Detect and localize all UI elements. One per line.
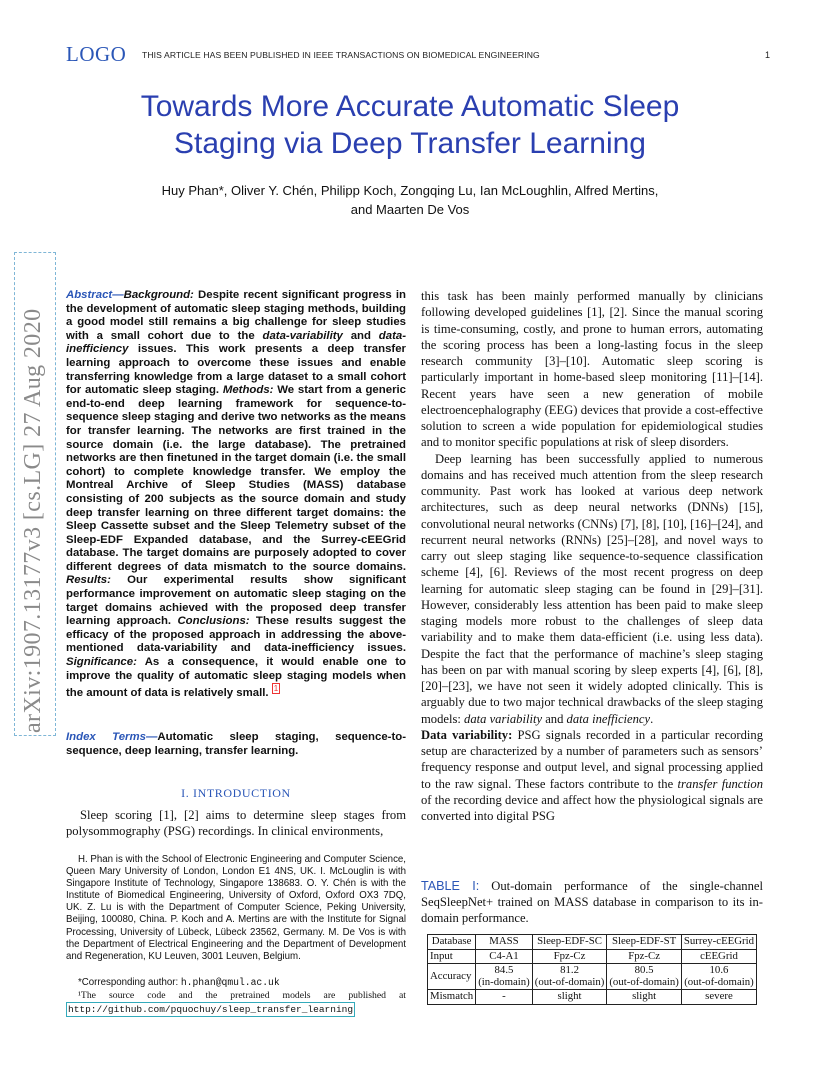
- results-text: Our experimental results show significant performance improvement on automatic sleep staging on the target domains achieved with the proposed deep transfer learning approach.: [66, 574, 406, 628]
- corresponding-label: *Corresponding author:: [78, 977, 181, 988]
- table-caption-text: Out-domain performance of the single-channel SeqSleepNet+ trained on MASS database in comparison to its in-domain performance.: [421, 879, 763, 925]
- table-header-cell: Surrey-cEEGrid: [681, 935, 756, 950]
- table-row-accuracy: [428, 964, 757, 990]
- authors-line-2: and Maarten De Vos: [350, 202, 470, 217]
- table-cell: [532, 964, 607, 990]
- table-row-label: Accuracy: [428, 964, 476, 990]
- section-heading: I. INTRODUCTION: [181, 786, 291, 800]
- background-label: Background:: [123, 289, 194, 301]
- page-number: 1: [764, 50, 770, 60]
- authors-line-1: Huy Phan*, Oliver Y. Chén, Philipp Koch, Zongqing Lu, Ian McLoughlin, Alfred Mertins,: [161, 183, 659, 198]
- arxiv-stamp: arXiv:1907.13177v3 [cs.LG] 27 Aug 2020: [20, 308, 46, 733]
- right-column: [421, 288, 763, 824]
- table-cell: cEEGrid: [681, 949, 756, 964]
- accuracy-note: (out-of-domain): [684, 975, 754, 988]
- index-terms-label: Index Terms—: [66, 731, 158, 743]
- methods-text: We start from a generic end-to-end deep learning framework for sequence-to-sequence sleep staging and derive two networks as the means for transfer learning. The networks are first trained in the source domain (i.e. the large database). The pretrained networks are then finetuned in the target domain (i.e. the small cohort) to complete knowledge transfer. We employ the Montreal Archive of Sleep Studies (MASS) database consisting of 200 subjects as the source domain and study deep transfer learning on three different target domains: the Sleep Cassette subset and the Sleep Telemetry subset of the Sleep-EDF Expanded database, and the Surrey-cEEGrid database. The target domains are purposely adopted to cover different degrees of data mismatch to the source domains.: [66, 384, 406, 573]
- p3-text: PSG signals recorded in a particular recording setup are characterized by a number of parameters such as sensors’ frequency response and output level, and signal processing applied to the raw signal. These factors contribute to the: [421, 727, 763, 791]
- table-header-cell: MASS: [476, 935, 533, 950]
- table-caption-label: TABLE I:: [421, 879, 480, 893]
- footnote-url-link[interactable]: http://github.com/pquochuy/sleep_transfer_learning: [68, 1004, 354, 1015]
- intro-paragraph: Sleep scoring [1], [2] aims to determine sleep stages from polysommography (PSG) recordings. In clinical environments,: [66, 808, 406, 838]
- intro-paragraph-2: [421, 451, 763, 727]
- accuracy-value: 10.6: [709, 964, 729, 976]
- term-data-inefficiency: data-inefficiency: [66, 329, 406, 356]
- data-variability-heading: Data variability:: [421, 727, 513, 742]
- accuracy-note: (out-of-domain): [609, 975, 679, 988]
- conclusions-text: These results suggest the efficacy of the proposed approach in addressing the above-mentioned data-variability and data-inefficiency issues.: [66, 615, 406, 655]
- table-row-label: Input: [428, 949, 476, 964]
- paper-title: [60, 88, 760, 162]
- table-row-label: Mismatch: [428, 990, 476, 1005]
- abstract: [66, 289, 406, 701]
- p2-term-data-variability: data variability: [464, 711, 543, 726]
- corresponding-email[interactable]: h.phan@qmul.ac.uk: [180, 977, 280, 988]
- table-header-cell: Sleep-EDF-SC: [532, 935, 607, 950]
- p2-text: Deep learning has been successfully applied to numerous domains and has received much attention from the sleep research community. Past work has looked at various deep network architectures, such as deep neural networks (DNNs) [15], convolutional neural networks (CNNs) [7], [8], [10], [16]–[24], and recurrent neural networks (RNNs) [25]–[28], and novel ways to carry out sleep staging like sequence-to-sequence classification scheme [4], [6]. Reviews of the most recent progress on deep learning for automatic sleep staging can be found in [29]–[31]. However, considerably less attention has been paid to make sleep staging models more robust to the challenges of sleep data variability and to make them data-efficient (i.e. using less data). Despite the fact that the performance of machine’s sleep staging has been on par with manual scoring by sleep experts [4], [6], [8], [20]–[23], we have not seen it widely adopted clinically. This is arguably due to two major technical drawbacks of the sleep staging models:: [421, 451, 763, 726]
- conclusions-label: Conclusions:: [177, 615, 250, 628]
- p3-text-2: of the recording device and affect how the physiological signals are converted into digital PSG: [421, 792, 763, 823]
- table-row-input: [428, 949, 757, 964]
- table-header-cell: Database: [428, 935, 476, 950]
- significance-label: Significance:: [66, 656, 137, 669]
- accuracy-value: 81.2: [560, 964, 579, 976]
- abstract-label: Abstract—: [66, 289, 124, 301]
- term-data-variability: data-variability: [262, 329, 343, 342]
- accuracy-note: (in-domain): [478, 975, 530, 988]
- table-cell: severe: [681, 990, 756, 1005]
- accuracy-note: (out-of-domain): [534, 975, 605, 988]
- background-text-2: issues. This work presents a deep transfer learning approach to overcome these issues and enable transferring knowledge from a large dataset to a small cohort for automatic sleep staging.: [66, 343, 406, 397]
- table-cell: -: [476, 990, 533, 1005]
- table-header-cell: Sleep-EDF-ST: [607, 935, 682, 950]
- affiliations-footnote: H. Phan is with the School of Electronic Engineering and Computer Science, Queen Mary University of London, London E1 4NS, UK. I. McLouglin is with Singapore Institute of Technology, Singapore 138683. O. Y. Chén is with the Institute of Biomedical Engineering, University of Oxford, Oxford OX3 7DQ, UK. Z. Lu is with the Department of Computer Science, Peking University, Beijing, 100080, China. P. Koch and A. Mertins are with the Institute for Signal Processing, University of Lübeck, Lübeck 23562, Germany. M. De Vos is with the Department of Electrical Engineering and the Department of Development and Regeneration, KU Leuven, 3001 Leuven, Belgium.: [66, 854, 406, 962]
- title-line-1: Towards More Accurate Automatic Sleep: [140, 90, 680, 123]
- table-cell: Fpz-Cz: [607, 949, 682, 964]
- results-label: Results:: [66, 574, 111, 587]
- index-terms: [66, 731, 406, 758]
- intro-paragraph-1: this task has been mainly performed manually by clinicians following developed guidelines [1], [2]. Since the manual scoring is time-consuming, costly, and prone to human errors, automating the scoring process has been a long-lasting focus in the sleep research community [3]–[10]. Automatic sleep scoring is particularly important in home-based sleep monitoring [11]–[14]. Recent years have seen a new generation of mobile electroencephalography (EEG) devices that provide a cost-effective solution to screen a wide population for epidemiological studies and to monitor specific populations at risk of sleep disorders.: [421, 289, 763, 450]
- code-footnote: [66, 989, 406, 1017]
- author-list: [60, 181, 760, 219]
- p2-and: and: [542, 711, 567, 726]
- methods-label: Methods:: [222, 384, 274, 397]
- table-cell: [607, 964, 682, 990]
- results-table: [427, 934, 757, 1005]
- table-caption: [421, 878, 763, 926]
- abstract-and: and: [342, 329, 379, 342]
- table-cell: slight: [607, 990, 682, 1005]
- significance-text: As a consequence, it would enable one to improve the quality of automatic sleep staging models when the amount of data is relatively small.: [66, 656, 406, 700]
- background-text: Despite recent significant progress in the development of automatic sleep staging methods, building a good model still remains a big challenge for sleep studies with a small cohort due to the: [66, 289, 406, 342]
- running-head: THIS ARTICLE HAS BEEN PUBLISHED IN IEEE TRANSACTIONS ON BIOMEDICAL ENGINEERING: [142, 50, 540, 60]
- footnote-text: ¹The source code and the pretrained models are published at: [78, 990, 406, 1001]
- table-row-mismatch: [428, 990, 757, 1005]
- accuracy-value: 84.5: [494, 964, 514, 976]
- table-cell: Fpz-Cz: [532, 949, 607, 964]
- title-line-2: Staging via Deep Transfer Learning: [174, 127, 646, 160]
- p2-term-data-inefficiency: data inefficiency: [566, 711, 651, 726]
- p3-term-transfer-function: transfer function: [677, 776, 763, 791]
- index-terms-text: Automatic sleep staging, sequence-to-sequence, deep learning, transfer learning.: [66, 731, 406, 757]
- journal-logo: LOGO: [66, 42, 127, 66]
- table-cell: slight: [532, 990, 607, 1005]
- table-cell: C4-A1: [476, 949, 533, 964]
- accuracy-value: 80.5: [634, 964, 654, 976]
- table-header-row: [428, 935, 757, 950]
- corresponding-author: [66, 977, 406, 989]
- table-cell: [476, 964, 533, 990]
- footnote-link[interactable]: 1: [273, 684, 279, 694]
- table-cell: [681, 964, 756, 990]
- p2-end: .: [650, 711, 654, 726]
- intro-paragraph-3: [421, 727, 763, 825]
